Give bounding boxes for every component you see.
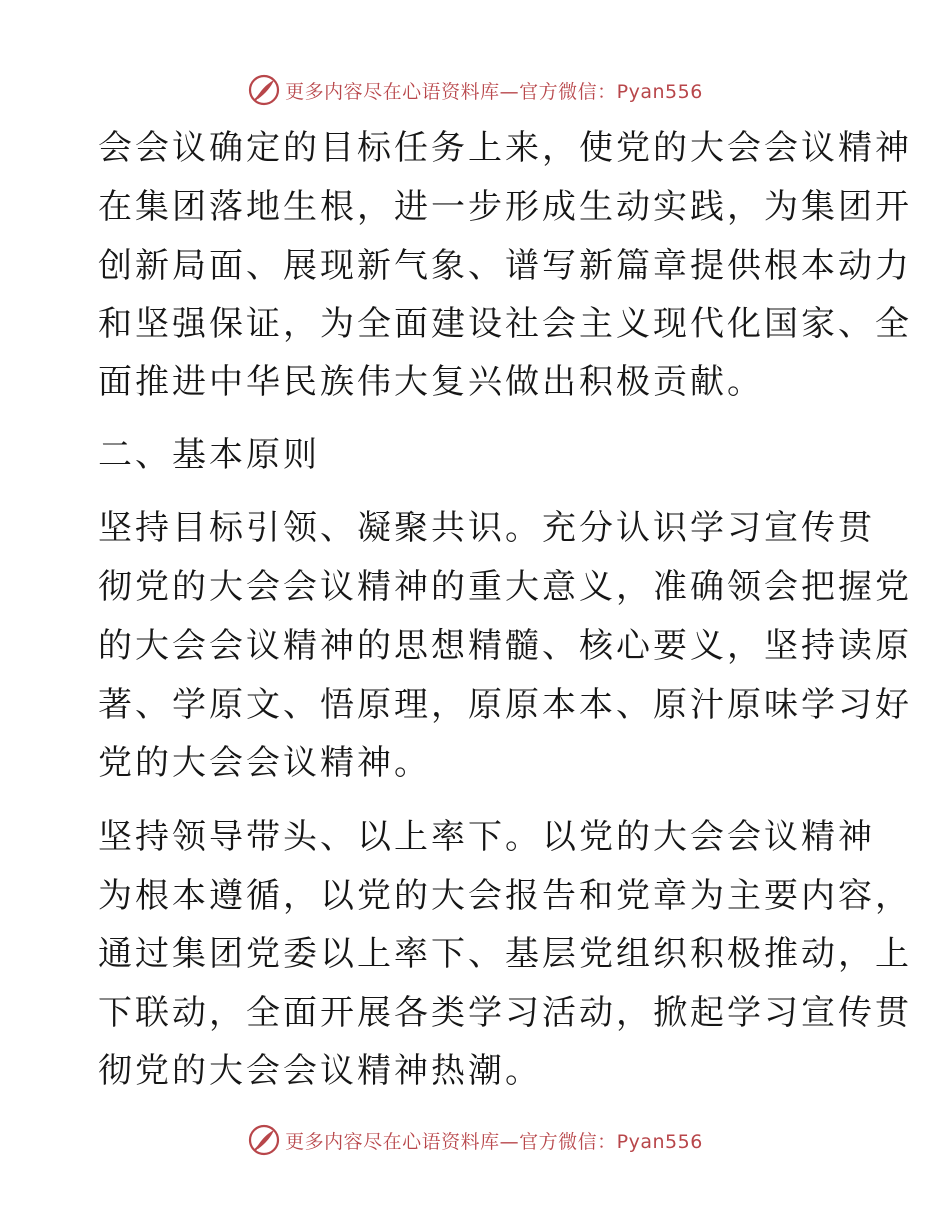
- paragraph-3-line-4: 下联动，全面开展各类学习活动，掀起学习宣传贯: [98, 993, 912, 1033]
- header-banner: [0, 70, 950, 110]
- section-heading: 二、基本原则: [98, 435, 320, 475]
- paragraph-3-line-3: 通过集团党委以上率下、基层党组织积极推动，上: [98, 934, 912, 974]
- paragraph-3-line-1: 坚持领导带头、以上率下。以党的大会会议精神: [98, 817, 875, 857]
- paragraph-2-line-3: 的大会会议精神的思想精髓、核心要义，坚持读原: [98, 626, 912, 666]
- header-banner-text: 更多内容尽在心语资料库—官方微信：Pyan556: [285, 80, 703, 103]
- paragraph-1-line-3: 创新局面、展现新气象、谱写新篇章提供根本动力: [98, 246, 912, 286]
- paragraph-1-line-5: 面推进中华民族伟大复兴做出积极贡献。: [98, 362, 764, 402]
- paragraph-2-line-5: 党的大会会议精神。: [98, 743, 431, 783]
- footer-banner: [0, 1120, 950, 1160]
- paragraph-3-line-2: 为根本遵循，以党的大会报告和党章为主要内容，: [98, 876, 912, 916]
- quill-logo-icon: [247, 1123, 281, 1157]
- paragraph-1-line-1: 会会议确定的目标任务上来，使党的大会会议精神: [98, 128, 912, 168]
- paragraph-3-line-5: 彻党的大会会议精神热潮。: [98, 1051, 542, 1091]
- footer-banner-text: 更多内容尽在心语资料库—官方微信：Pyan556: [285, 1130, 703, 1153]
- paragraph-2-line-1: 坚持目标引领、凝聚共识。充分认识学习宣传贯: [98, 508, 875, 548]
- paragraph-2-line-4: 著、学原文、悟原理，原原本本、原汁原味学习好: [98, 685, 912, 725]
- paragraph-2-line-2: 彻党的大会会议精神的重大意义，准确领会把握党: [98, 567, 912, 607]
- paragraph-1-line-2: 在集团落地生根，进一步形成生动实践，为集团开: [98, 187, 912, 227]
- quill-logo-icon: [247, 73, 281, 107]
- paragraph-1-line-4: 和坚强保证，为全面建设社会主义现代化国家、全: [98, 304, 912, 344]
